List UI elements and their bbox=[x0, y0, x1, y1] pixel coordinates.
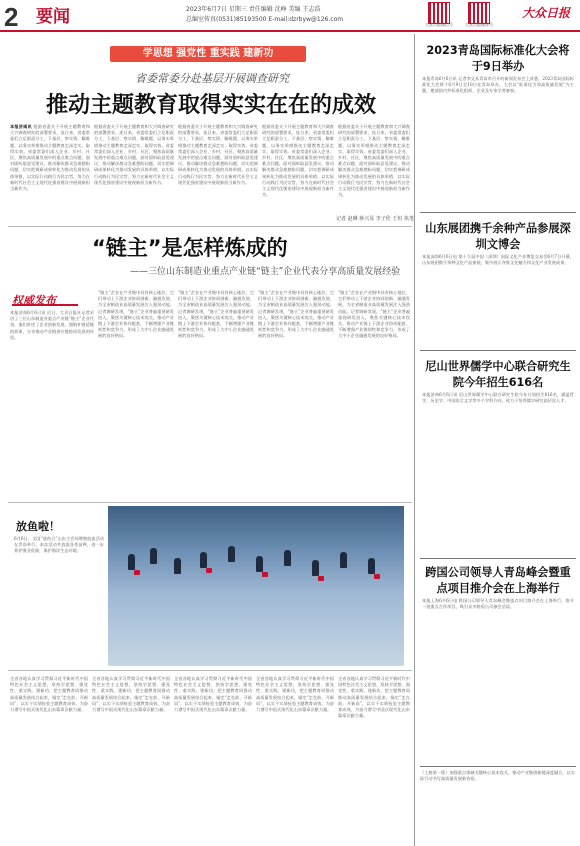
person-figure bbox=[368, 558, 375, 574]
bottom-body-col3: 全省各地认真学习贯彻习近平新时代中国特色社会主义思想，坚持学思想、强党性、重实践、建新功，把主题教育同推动高质量发展结合起来，锚定“走在前、开新局”，以实干实绩检验主题教育成效，为奋力谱写中国式现代化山东篇章贡献力量。 bbox=[174, 676, 252, 713]
lead-kicker: 省委常委分赴基层开展调查研究 bbox=[135, 72, 289, 85]
theme-banner: 学思想 强党性 重实践 建新功 bbox=[110, 46, 306, 62]
right-headline-3[interactable]: 尼山世界儒学中心联合研究生院今年招生616名 bbox=[425, 360, 571, 389]
column-divider bbox=[414, 34, 415, 846]
chain-body-col2: “链主”企业在产业链中具有核心地位，它们带动上下游企业协同创新、融通发展，为全省制造业高质量发展注入强劲动能。记者调研发现，“链主”企业普遍重视研发投入，聚焦关键核心技术攻关，推动产业链上下游企业协作配套，不断增强产业链韧性和竞争力，形成了大中小企业融通发展的良好格局。 bbox=[178, 290, 254, 339]
person-figure bbox=[256, 556, 263, 572]
chain-body-col1: “链主”企业在产业链中具有核心地位，它们带动上下游企业协同创新、融通发展，为全省制造业高质量发展注入强劲动能。记者调研发现，“链主”企业普遍重视研发投入，聚焦关键核心技术攻关，推动产业链上下游企业协作配套，不断增强产业链韧性和竞争力，形成了大中小企业融通发展的良好格局。 bbox=[98, 290, 174, 339]
chain-body-col4: “链主”企业在产业链中具有核心地位，它们带动上下游企业协同创新、融通发展，为全省制造业高质量发展注入强劲动能。记者调研发现，“链主”企业普遍重视研发投入，聚焦关键核心技术攻关，推动产业链上下游企业协作配套，不断增强产业链韧性和竞争力，形成了大中小企业融通发展的良好格局。 bbox=[338, 290, 410, 339]
right-headline-2[interactable]: 山东展团携千余种产品参展深圳文博会 bbox=[425, 222, 571, 251]
lead-byline: 记者 赵琳 蒋兴显 李子伦 王恒 执笔 bbox=[336, 216, 414, 222]
lead-headline[interactable]: 推动主题教育取得实实在在的成效 bbox=[45, 93, 376, 118]
red-bucket bbox=[206, 568, 212, 573]
right-body-2: 本报深圳6月6日电 第十九届中国（深圳）国际文化产业博览交易会6月7日开幕，山东展团携千余种文化产品参展，集中展示齐鲁文化魅力和文化产业发展成果。 bbox=[422, 254, 574, 266]
lead-body-col5: 根据省委关于开展主题教育和大兴调查研究的部署要求，连日来，省委常委们立足职责分工，下基层、察实情、解难题，以务实举措推动主题教育走深走实、取得实效。省委常委们深入企业、乡村、社区，聚焦高质量发展中的重点难点问题，面对面听取意见建议，推动解决群众急难愁盼问题，切实把调研成果转化为推动发展的具体举措，以实际行动践行为民宗旨，努力在新时代社会主义现代化强省建设中展现新担当新作为。 bbox=[338, 124, 410, 198]
chain-body-col3: “链主”企业在产业链中具有核心地位，它们带动上下游企业协同创新、融通发展，为全省制造业高质量发展注入强劲动能。记者调研发现，“链主”企业普遍重视研发投入，聚焦关键核心技术攻关，推动产业链上下游企业协作配套，不断增强产业链韧性和竞争力，形成了大中小企业融通发展的良好格局。 bbox=[258, 290, 334, 339]
section-divider bbox=[8, 226, 412, 227]
weibo-qr-code[interactable] bbox=[468, 2, 490, 24]
section-title: 要闻 bbox=[36, 7, 70, 27]
person-figure bbox=[128, 554, 135, 570]
person-figure bbox=[228, 546, 235, 562]
right-divider bbox=[420, 350, 576, 351]
right-divider bbox=[420, 212, 576, 213]
wechat-qr-code[interactable] bbox=[428, 2, 450, 24]
photo-title: 放鱼啦！ bbox=[16, 520, 60, 533]
column-tag: 权威发布 bbox=[12, 292, 78, 306]
bottom-body-col4: 全省各地认真学习贯彻习近平新时代中国特色社会主义思想，坚持学思想、强党性、重实践、建新功，把主题教育同推动高质量发展结合起来，锚定“走在前、开新局”，以实干实绩检验主题教育成效，为奋力谱写中国式现代化山东篇章贡献力量。 bbox=[256, 676, 334, 713]
right-divider bbox=[420, 766, 576, 767]
edition-meta: 2023年6月7日 星期三 责任编辑 沈峥 美编 王志浩 bbox=[186, 6, 321, 13]
masthead bbox=[0, 0, 580, 32]
chain-headline[interactable]: “链主”是怎样炼成的 bbox=[92, 236, 288, 260]
right-headline-4[interactable]: 跨国公司领导人青岛峰会暨重点项目推介会在上海举行 bbox=[425, 566, 571, 595]
lead-dateline: 本报济南讯 bbox=[10, 124, 32, 129]
lead-body-col1: 本报济南讯 根据省委关于开展主题教育和大兴调查研究的部署要求，连日来，省委常委们立足职责分工，下基层、察实情、解难题，以务实举措推动主题教育走深走实、取得实效。省委常委们深入企业、乡村、社区，聚焦高质量发展中的重点难点问题，面对面听取意见建议，推动解决群众急难愁盼问题，切实把调研成果转化为推动发展的具体举措，以实际行动践行为民宗旨，努力在新时代社会主义现代化强省建设中展现新担当新作为。 bbox=[10, 124, 90, 192]
right-body-1: 本报青岛6月6日讯 记者李文从青岛市召开的新闻发布会上获悉，2023青岛国际标准化大会将于6月9日至10日在青岛举办，大会以“标准化引领高质量发展”为主题，邀请国内外标准化组织、企业及专家学者参加。 bbox=[422, 76, 574, 94]
person-figure bbox=[340, 552, 347, 568]
right-body-3: 本报济南6月6日讯 尼山世界儒学中心联合研究生院今年计划招生616名，涵盖哲学、历史学、中国语言文学等多个学科方向，致力于培养儒学研究高层次人才。 bbox=[422, 392, 574, 404]
page-number: 2 bbox=[4, 2, 19, 32]
red-bucket bbox=[134, 570, 140, 575]
column-body: 本报济南6月6日讯 近日，大众日报社记者采访了三位山东制造业重点产业链“链主”企业代表，他们讲述了企业创新发展、强链补链延链的故事，分享推动产业链供应链协同发展的经验。 bbox=[10, 310, 94, 340]
weibo-qr-caption: 大众日报微博号 bbox=[465, 22, 493, 27]
lead-body-col3: 根据省委关于开展主题教育和大兴调查研究的部署要求，连日来，省委常委们立足职责分工，下基层、察实情、解难题，以务实举措推动主题教育走深走实、取得实效。省委常委们深入企业、乡村、社区，聚焦高质量发展中的重点难点问题，面对面听取意见建议，推动解决群众急难愁盼问题，切实把调研成果转化为推动发展的具体举措，以实际行动践行为民宗旨，努力在新时代社会主义现代化强省建设中展现新担当新作为。 bbox=[178, 124, 258, 185]
section-divider bbox=[8, 670, 412, 671]
red-bucket bbox=[262, 572, 268, 577]
lead-body-col4: 根据省委关于开展主题教育和大兴调查研究的部署要求，连日来，省委常委们立足职责分工，下基层、察实情、解难题，以务实举措推动主题教育走深走实、取得实效。省委常委们深入企业、乡村、社区，聚焦高质量发展中的重点难点问题，面对面听取意见建议，推动解决群众急难愁盼问题，切实把调研成果转化为推动发展的具体举措，以实际行动践行为民宗旨，努力在新时代社会主义现代化强省建设中展现新担当新作为。 bbox=[262, 124, 334, 198]
red-bucket bbox=[374, 574, 380, 579]
photo-caption: 6月6日，全国“放鱼日”山东主会场增殖放流活动在青岛举行，本次活动共放流各类苗种，进一步养护渔业资源，保护海洋生态环境。 bbox=[14, 536, 104, 554]
person-figure bbox=[284, 550, 291, 566]
right-body-4: 本报上海6月6日电 跨国公司领导人青岛峰会暨重点项目推介会在上海举行，推介一批重点合作项目，吸引众多跨国公司参会洽谈。 bbox=[422, 598, 574, 610]
person-figure bbox=[150, 548, 157, 564]
chain-subhead: ——三位山东制造业重点产业链“链主”企业代表分享高质量发展经验 bbox=[130, 267, 401, 277]
continued-note: （上接第一版）加强重点领域关键核心技术攻关，推动产业链创新链深度融合，以实际行动书写高质量发展新答卷。 bbox=[420, 770, 575, 781]
lead-body-col2: 根据省委关于开展主题教育和大兴调查研究的部署要求，连日来，省委常委们立足职责分工，下基层、察实情、解难题，以务实举措推动主题教育走深走实、取得实效。省委常委们深入企业、乡村、社区，聚焦高质量发展中的重点难点问题，面对面听取意见建议，推动解决群众急难愁盼问题，切实把调研成果转化为推动发展的具体举措，以实际行动践行为民宗旨，努力在新时代社会主义现代化强省建设中展现新担当新作为。 bbox=[94, 124, 174, 185]
section-divider bbox=[8, 502, 412, 503]
bottom-body-col2: 全省各地认真学习贯彻习近平新时代中国特色社会主义思想，坚持学思想、强党性、重实践、建新功，把主题教育同推动高质量发展结合起来，锚定“走在前、开新局”，以实干实绩检验主题教育成效，为奋力谱写中国式现代化山东篇章贡献力量。 bbox=[92, 676, 170, 713]
person-figure bbox=[174, 558, 181, 574]
right-headline-1[interactable]: 2023青岛国际标准化大会将于9日举办 bbox=[426, 44, 570, 73]
newspaper-logo: 大众日报 bbox=[522, 6, 571, 20]
person-figure bbox=[200, 552, 207, 568]
fish-release-photo bbox=[108, 506, 404, 666]
wechat-qr-caption: 大众日报微信号 bbox=[425, 22, 453, 27]
person-figure bbox=[312, 560, 319, 576]
bottom-body-col1: 全省各地认真学习贯彻习近平新时代中国特色社会主义思想，坚持学思想、强党性、重实践、建新功，把主题教育同推动高质量发展结合起来，锚定“走在前、开新局”，以实干实绩检验主题教育成效，为奋力谱写中国式现代化山东篇章贡献力量。 bbox=[10, 676, 88, 713]
red-bucket bbox=[318, 576, 324, 581]
bottom-body-col5: 全省各地认真学习贯彻习近平新时代中国特色社会主义思想，坚持学思想、强党性、重实践、建新功，把主题教育同推动高质量发展结合起来，锚定“走在前、开新局”，以实干实绩检验主题教育成效，为奋力谱写中国式现代化山东篇章贡献力量。 bbox=[338, 676, 410, 719]
contact-meta: 总编室传真(0531)85193500 E-mail:dzrbyw@126.com bbox=[186, 16, 344, 23]
right-divider bbox=[420, 558, 576, 559]
